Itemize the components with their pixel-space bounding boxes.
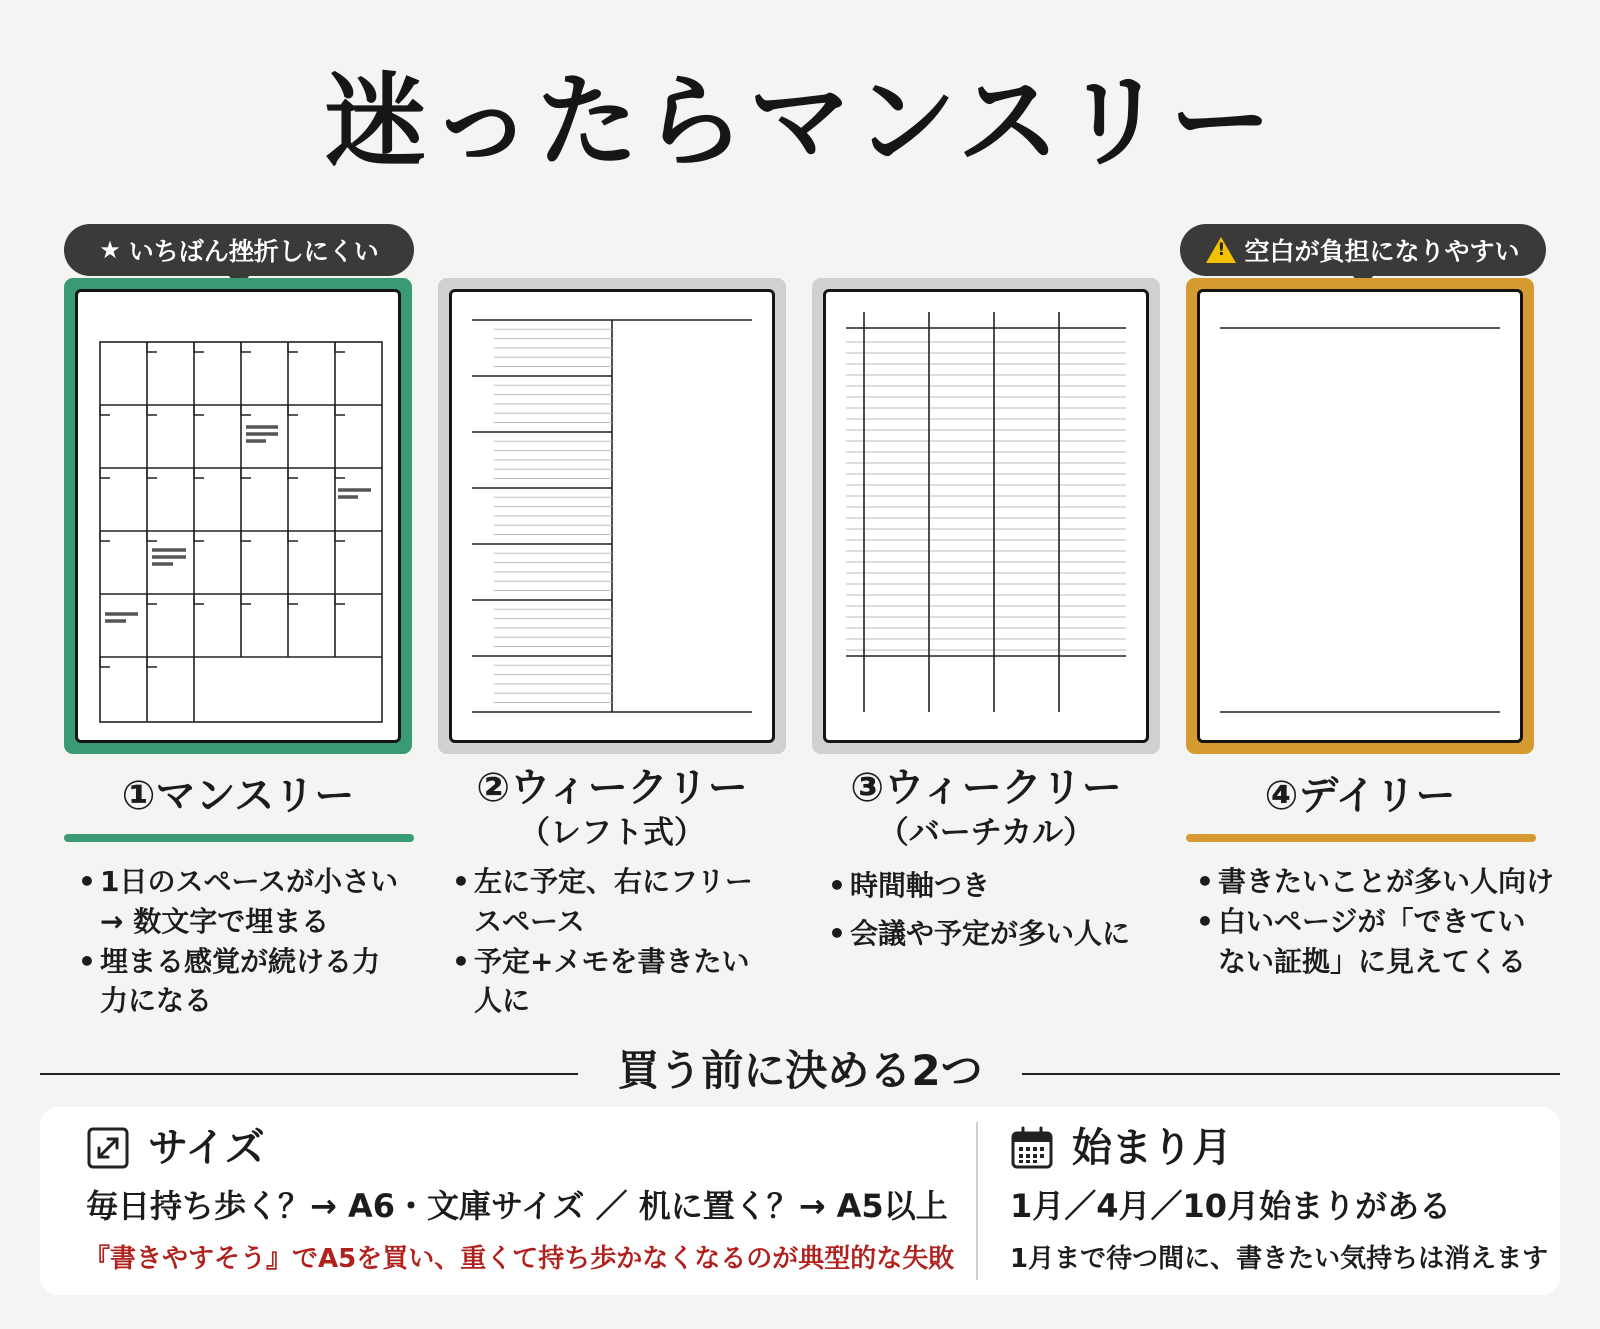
list-item: • 1日のスペースが小さい <box>78 862 418 902</box>
weekly-vertical-planner-card <box>812 278 1160 754</box>
plan-title-monthly: ①マンスリー <box>121 773 355 819</box>
start-month-heading <box>1010 1126 1232 1170</box>
daily-underline <box>1186 834 1536 842</box>
list-item: • 埋まる感覚が続ける力 <box>78 942 418 982</box>
plan-subtitle-weekly-vertical: （バーチカル） <box>877 815 1095 851</box>
page-title: 迷ったらマンスリー <box>324 63 1276 182</box>
weekly-vertical-planner-page <box>823 289 1149 743</box>
recommend-badge <box>64 224 414 276</box>
warning-badge-label: 空白が負担になりやすい <box>1244 237 1520 266</box>
section-title: 買う前に決める2つ <box>617 1046 983 1095</box>
weekly-left-planner-page <box>449 289 775 743</box>
calendar-icon <box>1010 1126 1054 1170</box>
list-item: → 数文字で埋まる <box>100 904 330 938</box>
start-month-note: 1月まで待つ間に、書きたい気持ちは消えます <box>1010 1244 1549 1274</box>
warning-badge <box>1180 224 1546 276</box>
list-item: • 会議や予定が多い人に <box>828 910 1168 958</box>
monthly-underline <box>64 834 414 842</box>
list-item: • 書きたいことが多い人向け <box>1196 862 1566 902</box>
plan-title-weekly-vertical: ③ウィークリー <box>850 765 1122 811</box>
list-item: スペース <box>474 904 585 938</box>
monthly-planner-card <box>64 278 412 754</box>
list-item: • 左に予定、右にフリー <box>452 862 792 902</box>
list-item: • 時間軸つき <box>828 862 1168 910</box>
size-warning-note: 『書きやすそう』でA5を買い、重くて持ち歩かなくなるのが典型的な失敗 <box>84 1244 955 1274</box>
monthly-planner-page <box>75 289 401 743</box>
size-heading <box>86 1126 265 1170</box>
list-item: • 予定+メモを書きたい <box>452 942 792 982</box>
list-item: 力になる <box>100 984 213 1018</box>
plan-title-daily: ④デイリー <box>1264 773 1456 819</box>
start-month-title: 始まり月 <box>1072 1125 1232 1171</box>
list-item: 人に <box>474 984 531 1018</box>
size-title: サイズ <box>148 1125 265 1171</box>
start-month-rule: 1月／4月／10月始まりがある <box>1010 1187 1452 1225</box>
star-icon: ★ <box>99 236 121 264</box>
size-rule: 毎日持ち歩く？→ A6・文庫サイズ ／ 机に置く？→ A5以上 <box>86 1187 948 1225</box>
list-item: • 白いページが「できてい <box>1196 902 1566 942</box>
plan-title-weekly-left: ②ウィークリー <box>476 765 748 811</box>
list-item: ない証拠」に見えてくる <box>1218 944 1527 978</box>
weekly-left-planner-card <box>438 278 786 754</box>
daily-illustration <box>1200 292 1520 740</box>
daily-planner-page <box>1197 289 1523 743</box>
decide-panel-divider <box>976 1122 978 1280</box>
plan-subtitle-weekly-left: （レフト式） <box>519 815 705 851</box>
weekly-left-illustration <box>452 292 772 740</box>
monthly-grid-illustration <box>78 292 398 740</box>
monthly-bullets <box>78 862 418 1021</box>
recommend-badge-label: いちばん挫折しにくい <box>128 237 379 266</box>
warning-icon: ! <box>1206 237 1236 263</box>
weekly-left-bullets <box>452 862 792 1021</box>
expand-icon <box>86 1126 130 1170</box>
daily-planner-card <box>1186 278 1534 754</box>
weekly-vertical-illustration <box>826 292 1146 740</box>
daily-bullets <box>1196 862 1566 981</box>
weekly-vertical-bullets <box>828 862 1168 957</box>
